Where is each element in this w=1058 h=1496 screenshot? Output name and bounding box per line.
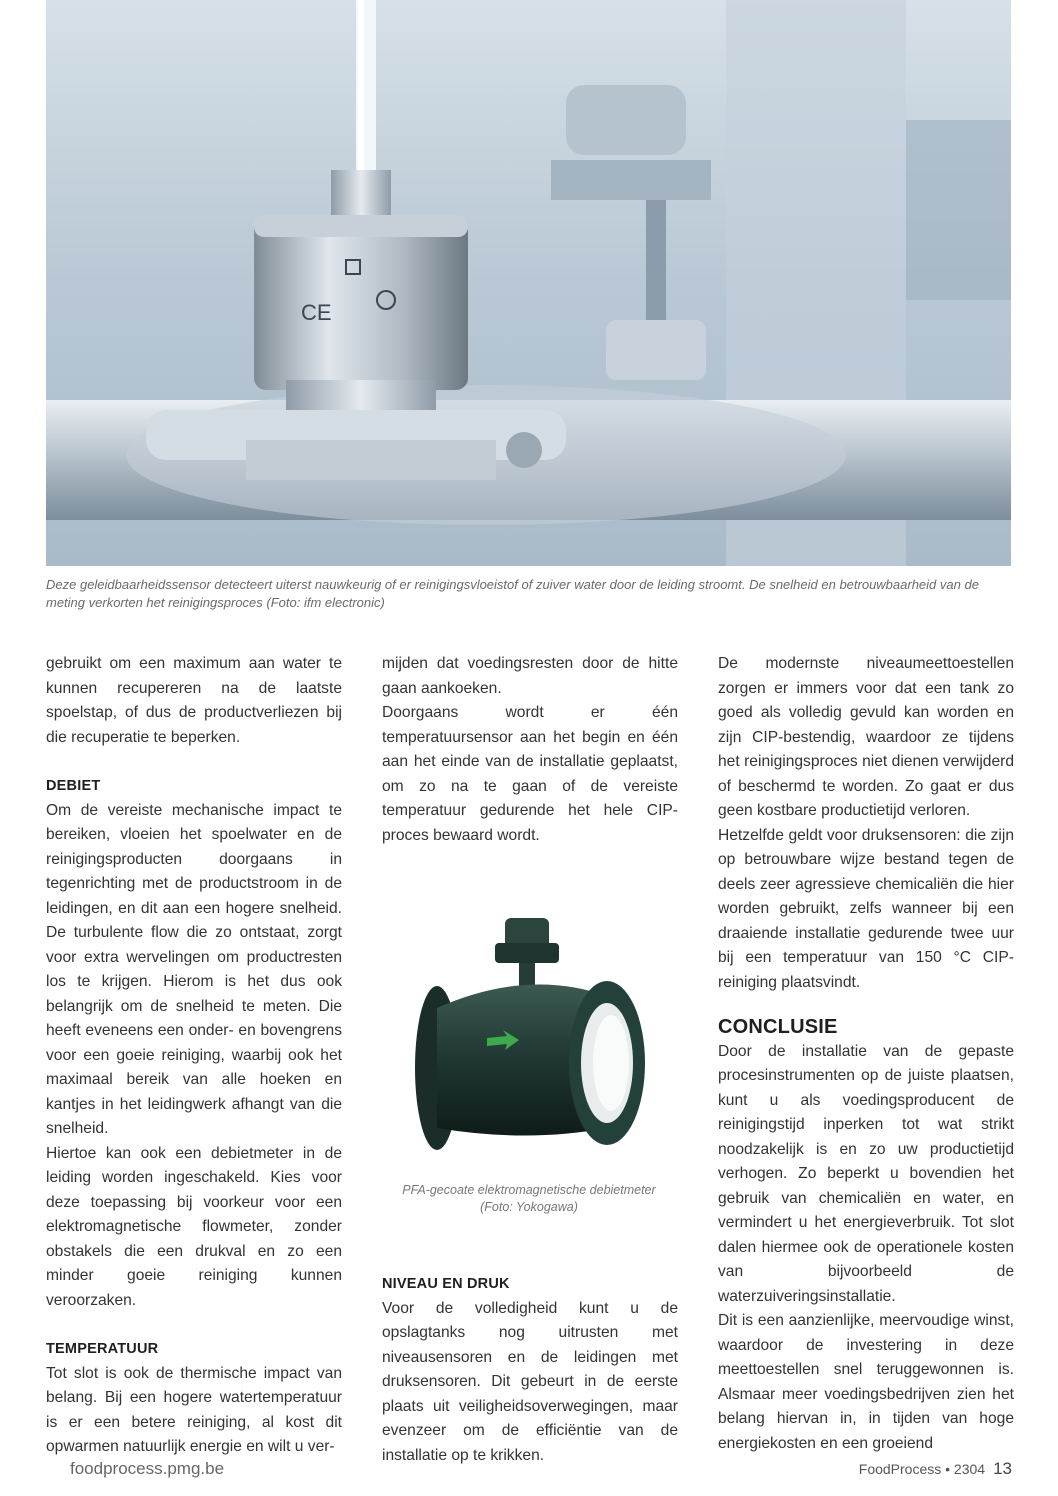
paragraph: Doorgaans wordt er één temperatuursensor aan het begin en één aan het einde van de installatie geplaatst, om zo na te gaan of de vereiste temperatuur gedurende het hele CIP-proces bewaard wordt. — [382, 704, 678, 844]
heading-debiet: DEBIET — [46, 778, 101, 794]
paragraph: Voor de volledigheid kunt u de opslagtanks nog uitrusten met niveausensoren en de leidingen met druksensoren. Dit gebeurt in de eerste plaats uit veiligheidsoverwegingen, maar evenzeer om de efficiëntie van de installatie op te krikken. — [382, 1299, 678, 1464]
paragraph: Tot slot is ook de thermische impact van belang. Bij een hogere watertemperatuur is er een betere reiniging, al kost dit opwarmen natuurlijk energie en wilt u ver- — [46, 1364, 342, 1455]
paragraph: Om de vereiste mechanische impact te bereiken, vloeien het spoelwater en de reinigingsproducten doorgaans in tegenrichting met de productstroom in de leidingen, en dit aan een hogere snelheid. De turbulente flow die zo ontstaat, zorgt voor extra wervelingen om productresten los te krijgen. Hierom is het dus ook belangrijk om de snelheid te meten. Die heeft eveneens een onder- en bovengrens voor een goeie reiniging, waarbij ook het maximaal bereik van alle hoeken en kantjes in het leidingwerk afhangt van die snelheid. — [46, 801, 342, 1137]
paragraph: De modernste niveaumeettoestellen zorgen er immers voor dat een tank zo goed als volledig gevuld kan worden en zijn CIP-bestendig, waardoor ze tijdens het reinigingsproces niet dienen verwijderd of beschermd te worden. Zo gaat er dus geen kostbare productietijd verloren. — [718, 655, 1014, 819]
paragraph: Hetzelfde geldt voor druksensoren: die zijn op betrouwbare wijze bestand tegen de deels zeer agressieve chemicaliën die hier worden gebruikt, zelfs wanneer bij een draaiende installatie gedurende twee uur bij een temperatuur van 150 °C CIP-reiniging plaatsvindt. — [718, 826, 1014, 991]
heading-conclusie: CONCLUSIE — [718, 1016, 838, 1038]
website-link[interactable]: foodprocess.pmg.be — [70, 1459, 225, 1478]
paragraph: Dit is een aanzienlijke, meervoudige winst, waardoor de investering in deze meettoestellen snel teruggewonnen is. Alsmaar meer voedingsbedrijven zien het belang hiervan in, in tijden van hoge energiekosten en een groeiend — [718, 1312, 1014, 1452]
sensor-photo — [46, 0, 1011, 566]
paragraph: gebruikt om een maximum aan water te kunnen recupereren na de laatste spoelstap, of dus de productverliezen bij die recuperatie te beperken. — [46, 655, 342, 746]
heading-temperatuur: TEMPERATUUR — [46, 1341, 159, 1357]
paragraph: Hiertoe kan ook een debietmeter in de leiding worden ingeschakeld. Kies voor deze toepassing bij voorkeur voor een elektromagnetische flowmeter, zonder obstakels die een drukval en zo een minder goeie reiniging kunnen veroorzaken. — [46, 1144, 342, 1309]
page-footer — [859, 1459, 1012, 1479]
paragraph: mijden dat voedingsresten door de hitte gaan aankoeken. — [382, 655, 678, 697]
flowmeter-caption: PFA-gecoate elektromagnetische debietmeter (Foto: Yokogawa) — [402, 1183, 656, 1214]
text-column-2 — [382, 652, 678, 848]
text-column-3 — [718, 652, 1014, 1456]
text-column-1 — [46, 652, 342, 1460]
issue-label: FoodProcess • 2304 — [858, 1461, 986, 1477]
heading-niveau-en-druk: NIVEAU EN DRUK — [382, 1276, 510, 1292]
paragraph: Door de installatie van de gepaste procesinstrumenten op de juiste plaatsen, kunt u als voedingsproducent de reinigingstijd inperken tot wat strikt noodzakelijk is en zo uw productietijd verhogen. Zo beperkt u bovendien het gebruik van chemicaliën en water, en vermindert u het energieverbruik. Tot slot dalen hiermee ook de operationele kosten van bijvoorbeeld de waterzuiveringsinstallatie. — [718, 1042, 1014, 1305]
photo-caption: Deze geleidbaarheidssensor detecteert uiterst nauwkeurig of er reinigingsvloeistof of zuiver water door de leiding stroomt. De snelheid en betrouwbaarheid van de meting verkorten het reinigingsproces (Foto: ifm electronic) — [46, 577, 979, 610]
text-column-2-lower — [382, 1272, 678, 1468]
page-number: 13 — [993, 1459, 1012, 1478]
flowmeter-photo — [407, 888, 651, 1163]
svg-text:CE: CE — [301, 300, 332, 325]
